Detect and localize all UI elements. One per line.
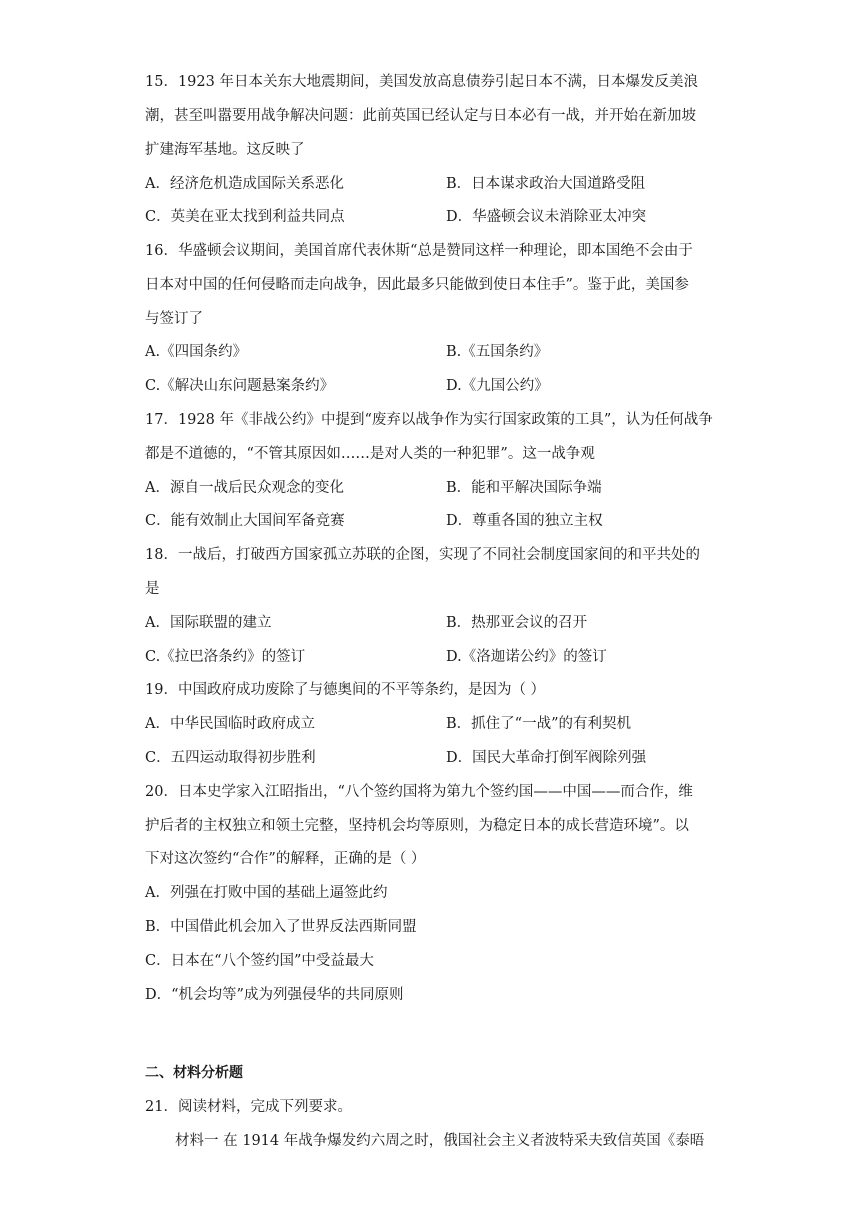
q15-stem-line-3: 扩建海军基地。这反映了 bbox=[145, 142, 305, 158]
q17-option-d: D．尊重各国的独立主权 bbox=[446, 513, 603, 529]
q19-option-c: C．五四运动取得初步胜利 bbox=[145, 750, 316, 766]
q16-stem-line-1: 16．华盛顿会议期间，美国首席代表休斯“总是赞同这样一种理论，即本国绝不会由于 bbox=[145, 243, 693, 259]
q15-stem-line-1: 15．1923 年日本关东大地震期间，美国发放高息债券引起日本不满，日本爆发反美浪 bbox=[145, 74, 698, 90]
q20-option-a: A．列强在打败中国的基础上逼签此约 bbox=[145, 885, 388, 901]
q20-option-d: D．“机会均等”成为列强侵华的共同原则 bbox=[145, 987, 404, 1003]
q15-option-a: A．经济危机造成国际关系恶化 bbox=[145, 176, 344, 192]
q17-stem-line-1: 17．1928 年《非战公约》中提到“废弃以战争作为实行国家政策的工具”，认为任何战争 bbox=[145, 412, 713, 428]
q17-stem-line-2: 都是不道德的，“不管其原因如……是对人类的一种犯罪”。这一战争观 bbox=[145, 446, 595, 462]
q20-stem-line-3: 下对这次签约“合作”的解释，正确的是（ ） bbox=[145, 851, 426, 867]
q19-option-a: A．中华民国临时政府成立 bbox=[145, 716, 315, 732]
q18-option-c: C.《拉巴洛条约》的签订 bbox=[145, 649, 306, 665]
q19-option-d: D．国民大革命打倒军阀除列强 bbox=[446, 750, 647, 766]
q20-option-c: C．日本在“八个签约国”中受益最大 bbox=[145, 953, 374, 969]
section-title: 二、材料分析题 bbox=[145, 1065, 243, 1081]
q20-stem-line-1: 20．日本史学家入江昭指出，“八个签约国将为第九个签约国——中国——而合作，维 bbox=[145, 784, 693, 800]
q21-stem: 21．阅读材料，完成下列要求。 bbox=[145, 1099, 352, 1115]
q20-stem-line-2: 护后者的主权独立和领土完整，坚持机会均等原则，为稳定日本的成长营造环境”。以 bbox=[145, 818, 689, 834]
q18-option-a: A．国际联盟的建立 bbox=[145, 615, 272, 631]
q16-option-a: A.《四国条约》 bbox=[145, 344, 248, 360]
q15-option-b: B．日本谋求政治大国道路受阻 bbox=[446, 176, 646, 192]
q18-stem-line-1: 18．一战后，打破西方国家孤立苏联的企图，实现了不同社会制度国家间的和平共处的 bbox=[145, 547, 700, 563]
q16-option-b: B.《五国条约》 bbox=[446, 344, 549, 360]
q19-option-b: B．抓住了“一战”的有利契机 bbox=[446, 716, 631, 732]
q19-stem-line-1: 19．中国政府成功废除了与德奥间的不平等条约，是因为（ ） bbox=[145, 682, 546, 698]
q16-stem-line-2: 日本对中国的任何侵略而走向战争，因此最多只能做到使日本住手”。鉴于此，美国参 bbox=[145, 277, 689, 293]
q15-stem-line-2: 潮，甚至叫嚣要用战争解决问题：此前英国已经认定与日本必有一战，并开始在新加坡 bbox=[145, 108, 696, 124]
q17-option-b: B．能和平解决国际争端 bbox=[446, 480, 602, 496]
q20-option-b: B．中国借此机会加入了世界反法西斯同盟 bbox=[145, 919, 417, 935]
q17-option-c: C．能有效制止大国间军备竞赛 bbox=[145, 513, 345, 529]
q17-option-a: A．源自一战后民众观念的变化 bbox=[145, 480, 344, 496]
q15-option-c: C．英美在亚太找到利益共同点 bbox=[145, 209, 345, 225]
q18-option-b: B．热那亚会议的召开 bbox=[446, 615, 588, 631]
material-1-line: 材料一 在 1914 年战争爆发约六周之时，俄国社会主义者波特采夫致信英国《泰晤 bbox=[175, 1133, 705, 1149]
q16-stem-line-3: 与签订了 bbox=[145, 311, 203, 327]
q16-option-c: C.《解决山东问题悬案条约》 bbox=[145, 378, 335, 394]
q16-option-d: D.《九国公约》 bbox=[446, 378, 549, 394]
q18-stem-line-2: 是 bbox=[145, 581, 160, 597]
q15-option-d: D．华盛顿会议未消除亚太冲突 bbox=[446, 209, 647, 225]
q18-option-d: D.《洛迦诺公约》的签订 bbox=[446, 649, 607, 665]
